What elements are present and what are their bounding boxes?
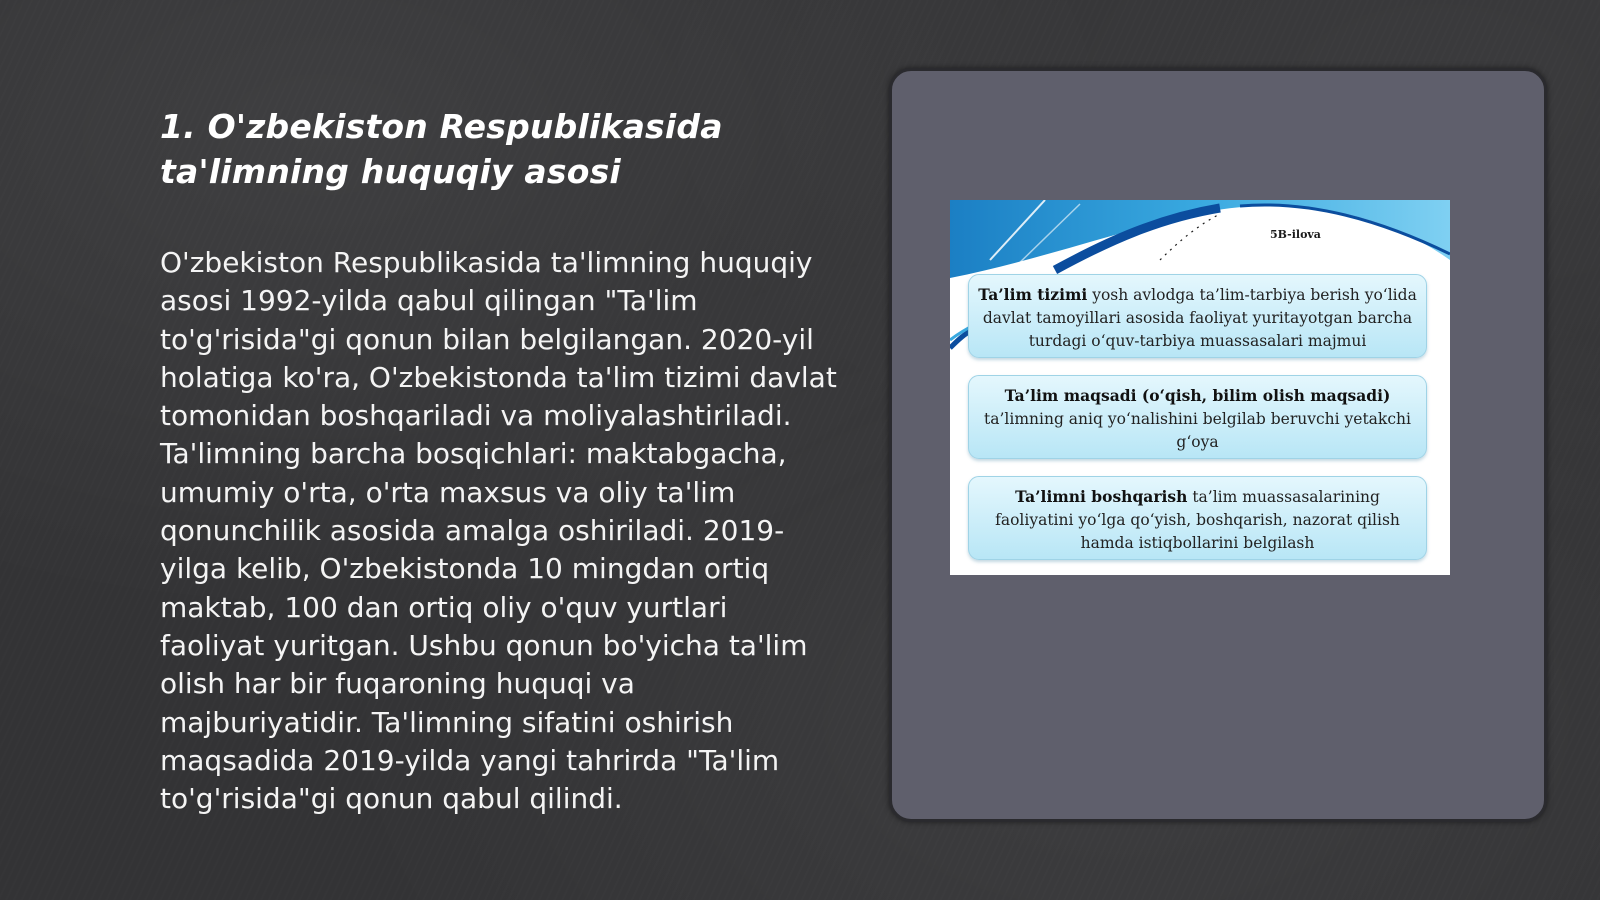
definition-term: Ta’limni boshqarish [1015, 487, 1188, 506]
definition-term: Ta’lim tizimi [978, 285, 1088, 304]
definition-term: Ta’lim maqsadi (o‘qish, bilim olish maqsadi) [1004, 386, 1391, 405]
slide-title: 1. O'zbekiston Respublikasida ta'limning huquqiy asosi [160, 107, 723, 191]
embedded-figure [950, 200, 1450, 575]
definition-box-talim-tizimi [968, 274, 1427, 358]
definition-box-talimni-boshqarish [968, 476, 1427, 560]
figure-tag: 5B-ilova [1270, 228, 1321, 241]
definition-text: yosh avlodga ta’lim-tarbiya berish yo‘lida davlat tamoyillari asosida faoliyat yuritayotgan barcha turdagi o‘quv-tarbiya muassasalari majmui [982, 286, 1417, 350]
definition-box-talim-maqsadi [968, 375, 1427, 459]
definition-text: ta’limning aniq yo‘nalishini belgilab beruvchi yetakchi g‘oya [984, 410, 1411, 451]
slide-body-text: O'zbekiston Respublikasida ta'limning huquqiy asosi 1992-yilda qabul qilingan "Ta'lim to'g'risida"gi qonun bilan belgilangan. 2020-yil holatiga ko'ra, O'zbekistonda ta'lim tizimi davlat tomonidan boshqariladi va moliyalashtiriladi. Ta'limning barcha bosqichlari: maktabgacha, umumiy o'rta, o'rta maxsus va oliy ta'lim qonunchilik asosida amalga oshiriladi. 2019-yilga kelib, O'zbekistonda 10 mingdan ortiq maktab, 100 dan ortiq oliy o'quv yurtlari faoliyat yuritgan. Ushbu qonun bo'yicha ta'lim olish har bir fuqaroning huquqi va majburiyatidir. Ta'limning sifatini oshirish maqsadida 2019-yilda yangi tahrirda "Ta'lim to'g'risida"gi qonun qabul qilindi. [160, 246, 837, 816]
definition-text: ta’lim muassasalarining faoliyatini yo‘lga qo‘yish, boshqarish, nazorat qilish hamda istiqbollarini belgilash [995, 488, 1400, 552]
